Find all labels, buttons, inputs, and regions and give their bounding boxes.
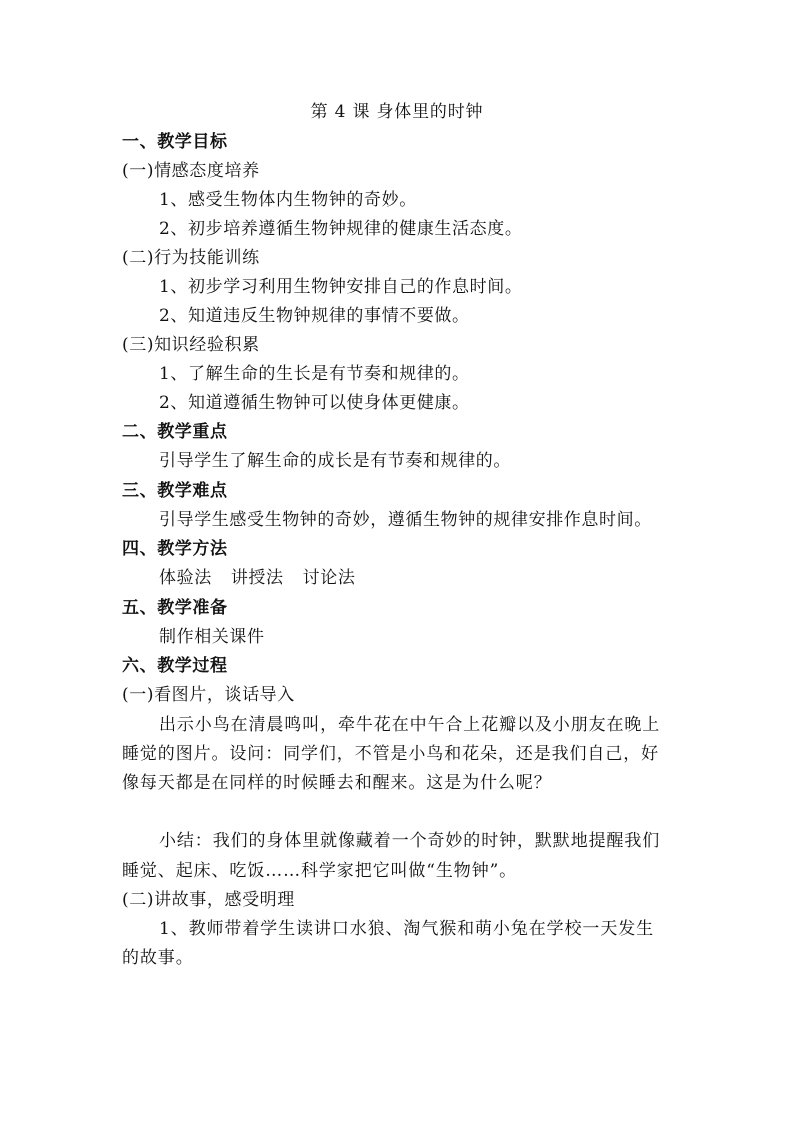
method-item: 体验法: [159, 568, 212, 588]
list-item: 1、感受生物体内生物钟的奇妙。: [159, 190, 417, 210]
paragraph-line: 1、教师带着学生读讲口水狼、淘气猴和萌小兔在学校一天发生: [159, 919, 655, 939]
paragraph-line: 像每天都是在同样的时候睡去和醒来。这是为什么呢？: [122, 773, 552, 793]
paragraph-line: 睡觉、起床、吃饭……科学家把它叫做“生物钟”。: [122, 861, 518, 881]
list-item: 2、初步培养遵循生物钟规律的健康生活态度。: [159, 219, 523, 239]
key-points-text: 引导学生了解生命的成长是有节奏和规律的。: [159, 451, 511, 471]
section-heading-methods: 四、教学方法: [122, 539, 228, 559]
section-heading-difficulties: 三、教学难点: [122, 481, 228, 501]
method-item: 讨论法: [302, 568, 356, 588]
subheading-intro: (一)看图片，谈话导入: [122, 685, 295, 705]
list-item: 1、初步学习利用生物钟安排自己的作息时间。: [159, 277, 523, 297]
paragraph-line: 出示小鸟在清晨鸣叫，牵牛花在中午合上花瓣以及小朋友在晚上: [159, 715, 661, 735]
subheading-knowledge: (三)知识经验积累: [122, 335, 260, 355]
methods-list: [159, 568, 355, 588]
section-heading-preparation: 五、教学准备: [122, 598, 228, 618]
preparation-text: 制作相关课件: [159, 627, 265, 647]
section-heading-process: 六、教学过程: [122, 656, 228, 676]
paragraph-line: 睡觉的图片。设问：同学们，不管是小鸟和花朵，还是我们自己，好: [122, 744, 659, 764]
list-item: 2、知道违反生物钟规律的事情不要做。: [159, 306, 470, 326]
paragraph-line: 的故事。: [122, 948, 194, 968]
list-item: 2、知道遵循生物钟可以使身体更健康。: [159, 393, 470, 413]
paragraph-line: 小结：我们的身体里就像藏着一个奇妙的时钟，默默地提醒我们: [159, 831, 661, 851]
list-item: 1、了解生命的生长是有节奏和规律的。: [159, 364, 470, 384]
method-item: 讲授法: [230, 568, 284, 588]
page-title: 第 4 课 身体里的时钟: [310, 102, 484, 122]
section-heading-goals: 一、教学目标: [122, 132, 228, 152]
difficulties-text: 引导学生感受生物钟的奇妙，遵循生物钟的规律安排作息时间。: [159, 510, 652, 530]
subheading-attitude: (一)情感态度培养: [122, 161, 260, 181]
section-heading-key-points: 二、教学重点: [122, 422, 228, 442]
subheading-skills: (二)行为技能训练: [122, 248, 260, 268]
subheading-story: (二)讲故事，感受明理: [122, 890, 295, 910]
